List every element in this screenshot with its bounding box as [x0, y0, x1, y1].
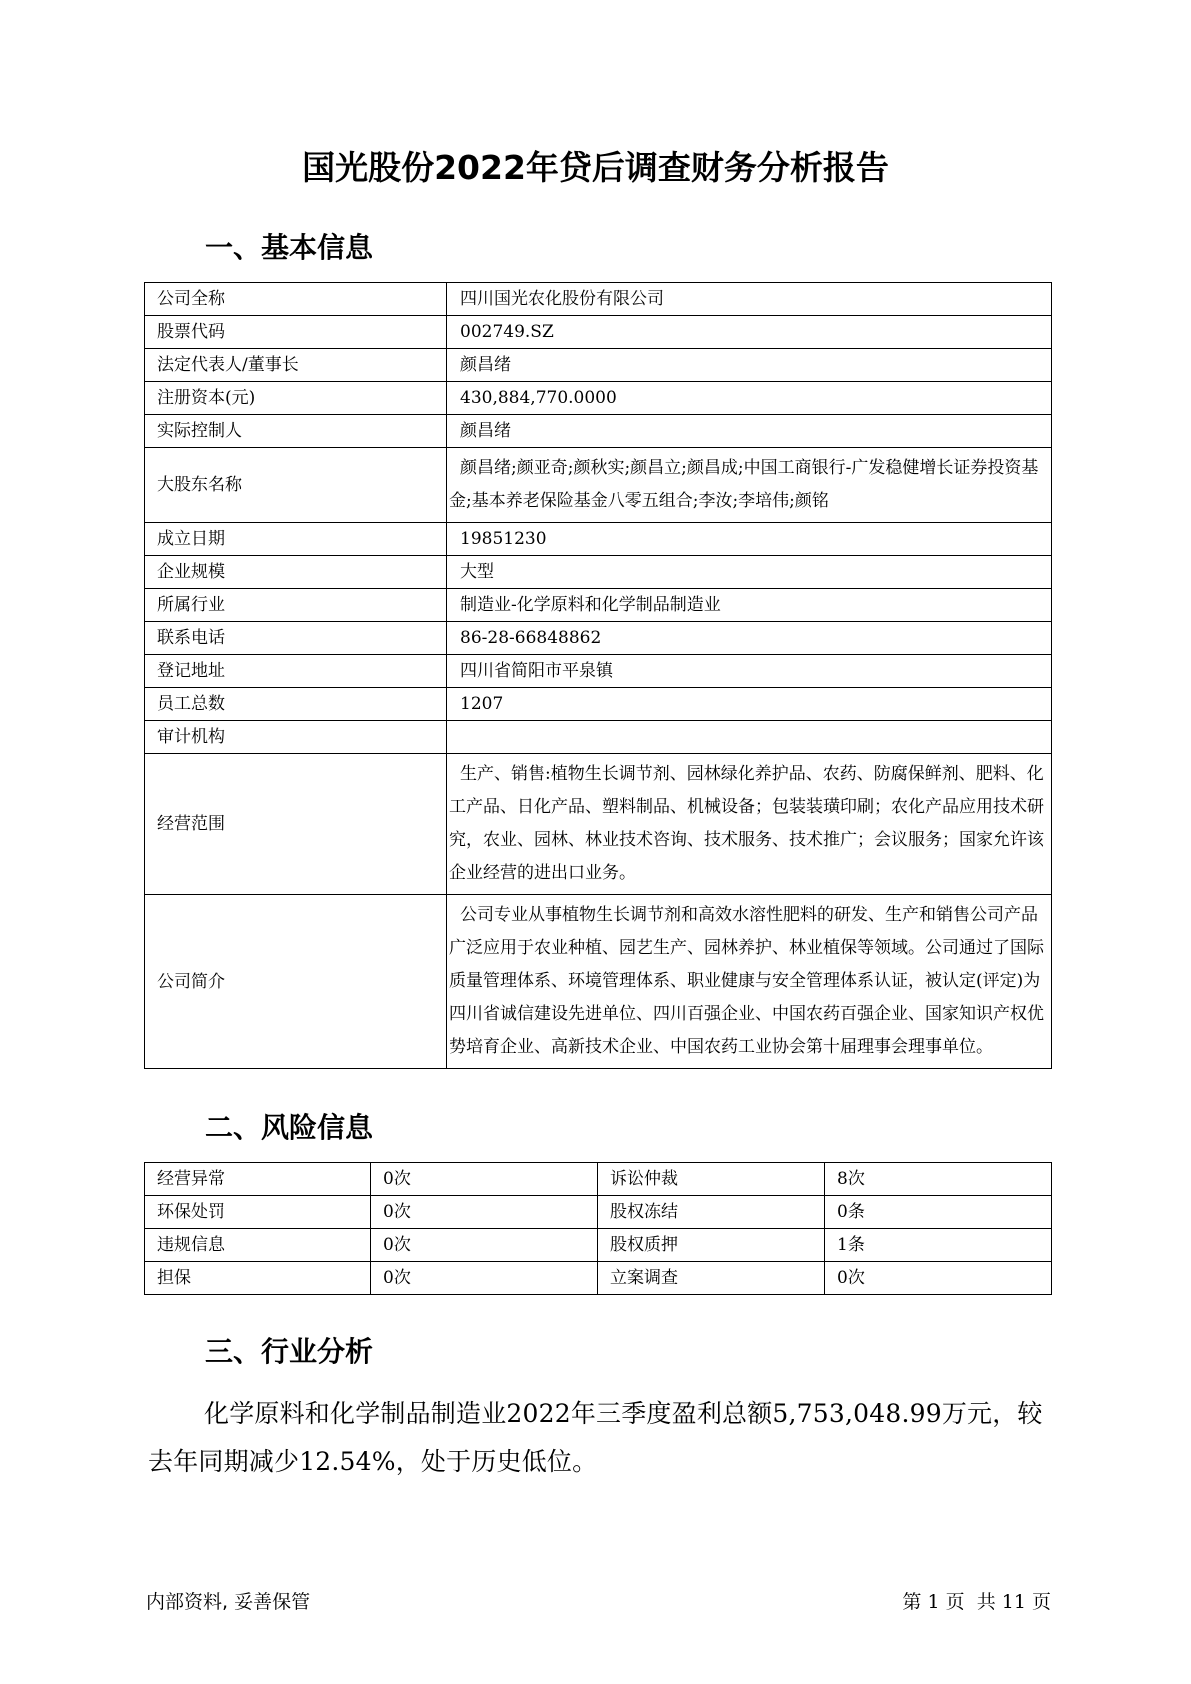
row-label: 成立日期: [145, 523, 447, 556]
row-label: 股票代码: [145, 316, 447, 349]
row-value: 四川省简阳市平泉镇: [447, 655, 1052, 688]
footer-confidential-note: 内部资料, 妥善保管: [146, 1591, 311, 1613]
row-label: 联系电话: [145, 622, 447, 655]
row-value: 19851230: [447, 523, 1052, 556]
row-value: 生产、销售:植物生长调节剂、园林绿化养护品、农药、防腐保鲜剂、肥料、化工产品、日化产品、塑料制品、机械设备；包装装璜印刷；农化产品应用技术研究，农业、园林、林业技术咨询、技术服务、技术推广；会议服务；国家允许该企业经营的进出口业务。: [447, 754, 1052, 895]
risk-value: 0次: [371, 1196, 598, 1229]
table-row: [145, 556, 1052, 589]
row-label: 公司简介: [145, 895, 447, 1069]
row-label: 登记地址: [145, 655, 447, 688]
page-title: 国光股份2022年贷后调查财务分析报告: [302, 148, 889, 187]
basic-info-table: [144, 282, 1052, 1069]
risk-value: 0次: [371, 1163, 598, 1196]
table-row: [145, 895, 1052, 1069]
risk-label: 担保: [145, 1262, 371, 1295]
risk-value: 0次: [371, 1262, 598, 1295]
row-value: [447, 721, 1052, 754]
table-row: [145, 349, 1052, 382]
table-row: [145, 415, 1052, 448]
page-current: 1: [927, 1591, 940, 1613]
row-label: 审计机构: [145, 721, 447, 754]
risk-value: 8次: [825, 1163, 1052, 1196]
table-row: [145, 655, 1052, 688]
row-label: 所属行业: [145, 589, 447, 622]
table-row: [145, 721, 1052, 754]
page-label-mid: 页 共: [945, 1591, 996, 1613]
page-label-suffix: 页: [1031, 1591, 1051, 1613]
risk-label: 环保处罚: [145, 1196, 371, 1229]
row-value: 颜昌绪: [447, 349, 1052, 382]
risk-value: 0条: [825, 1196, 1052, 1229]
footer-page-number: [902, 1587, 1051, 1614]
row-label: 大股东名称: [145, 448, 447, 523]
risk-label: 诉讼仲裁: [598, 1163, 825, 1196]
row-label: 公司全称: [145, 283, 447, 316]
risk-label: 股权冻结: [598, 1196, 825, 1229]
row-value: 颜昌绪: [447, 415, 1052, 448]
risk-value: 0次: [825, 1262, 1052, 1295]
table-row: [145, 754, 1052, 895]
table-row: [145, 688, 1052, 721]
risk-info-table: [144, 1162, 1052, 1295]
table-row: [145, 622, 1052, 655]
risk-label: 立案调查: [598, 1262, 825, 1295]
risk-value: 0次: [371, 1229, 598, 1262]
table-row: [145, 283, 1052, 316]
risk-label: 经营异常: [145, 1163, 371, 1196]
row-value: 1207: [447, 688, 1052, 721]
risk-label: 股权质押: [598, 1229, 825, 1262]
table-row: [145, 316, 1052, 349]
table-row: [145, 1262, 1052, 1295]
table-row: [145, 1163, 1052, 1196]
industry-analysis-paragraph: 化学原料和化学制品制造业2022年三季度盈利总额5,753,048.99万元，较去年同期减少12.54%，处于历史低位。: [148, 1399, 1043, 1476]
table-row: [145, 1196, 1052, 1229]
row-value: 大型: [447, 556, 1052, 589]
section-heading-basic-info: 一、基本信息: [205, 231, 374, 264]
row-label: 实际控制人: [145, 415, 447, 448]
row-value: 430,884,770.0000: [447, 382, 1052, 415]
row-label: 员工总数: [145, 688, 447, 721]
page-total: 11: [1001, 1591, 1026, 1613]
table-row: [145, 589, 1052, 622]
risk-value: 1条: [825, 1229, 1052, 1262]
section-heading-industry-analysis: 三、行业分析: [205, 1335, 374, 1368]
row-label: 企业规模: [145, 556, 447, 589]
row-value: 四川国光农化股份有限公司: [447, 283, 1052, 316]
table-row: [145, 523, 1052, 556]
section-heading-risk-info: 二、风险信息: [205, 1111, 374, 1144]
table-row: [145, 448, 1052, 523]
table-row: [145, 382, 1052, 415]
table-row: [145, 1229, 1052, 1262]
row-value: 制造业-化学原料和化学制品制造业: [447, 589, 1052, 622]
row-label: 经营范围: [145, 754, 447, 895]
row-value: 002749.SZ: [447, 316, 1052, 349]
row-value: 86-28-66848862: [447, 622, 1052, 655]
row-value: 颜昌绪;颜亚奇;颜秋实;颜昌立;颜昌成;中国工商银行-广发稳健增长证券投资基金;基本养老保险基金八零五组合;李汝;李培伟;颜铭: [447, 448, 1052, 523]
risk-label: 违规信息: [145, 1229, 371, 1262]
row-value: 公司专业从事植物生长调节剂和高效水溶性肥料的研发、生产和销售公司产品广泛应用于农业种植、园艺生产、园林养护、林业植保等领域。公司通过了国际质量管理体系、环境管理体系、职业健康与安全管理体系认证，被认定(评定)为四川省诚信建设先进单位、四川百强企业、中国农药百强企业、国家知识产权优势培育企业、高新技术企业、中国农药工业协会第十届理事会理事单位。: [447, 895, 1052, 1069]
row-label: 法定代表人/董事长: [145, 349, 447, 382]
row-label: 注册资本(元): [145, 382, 447, 415]
page-label-prefix: 第: [902, 1591, 922, 1613]
